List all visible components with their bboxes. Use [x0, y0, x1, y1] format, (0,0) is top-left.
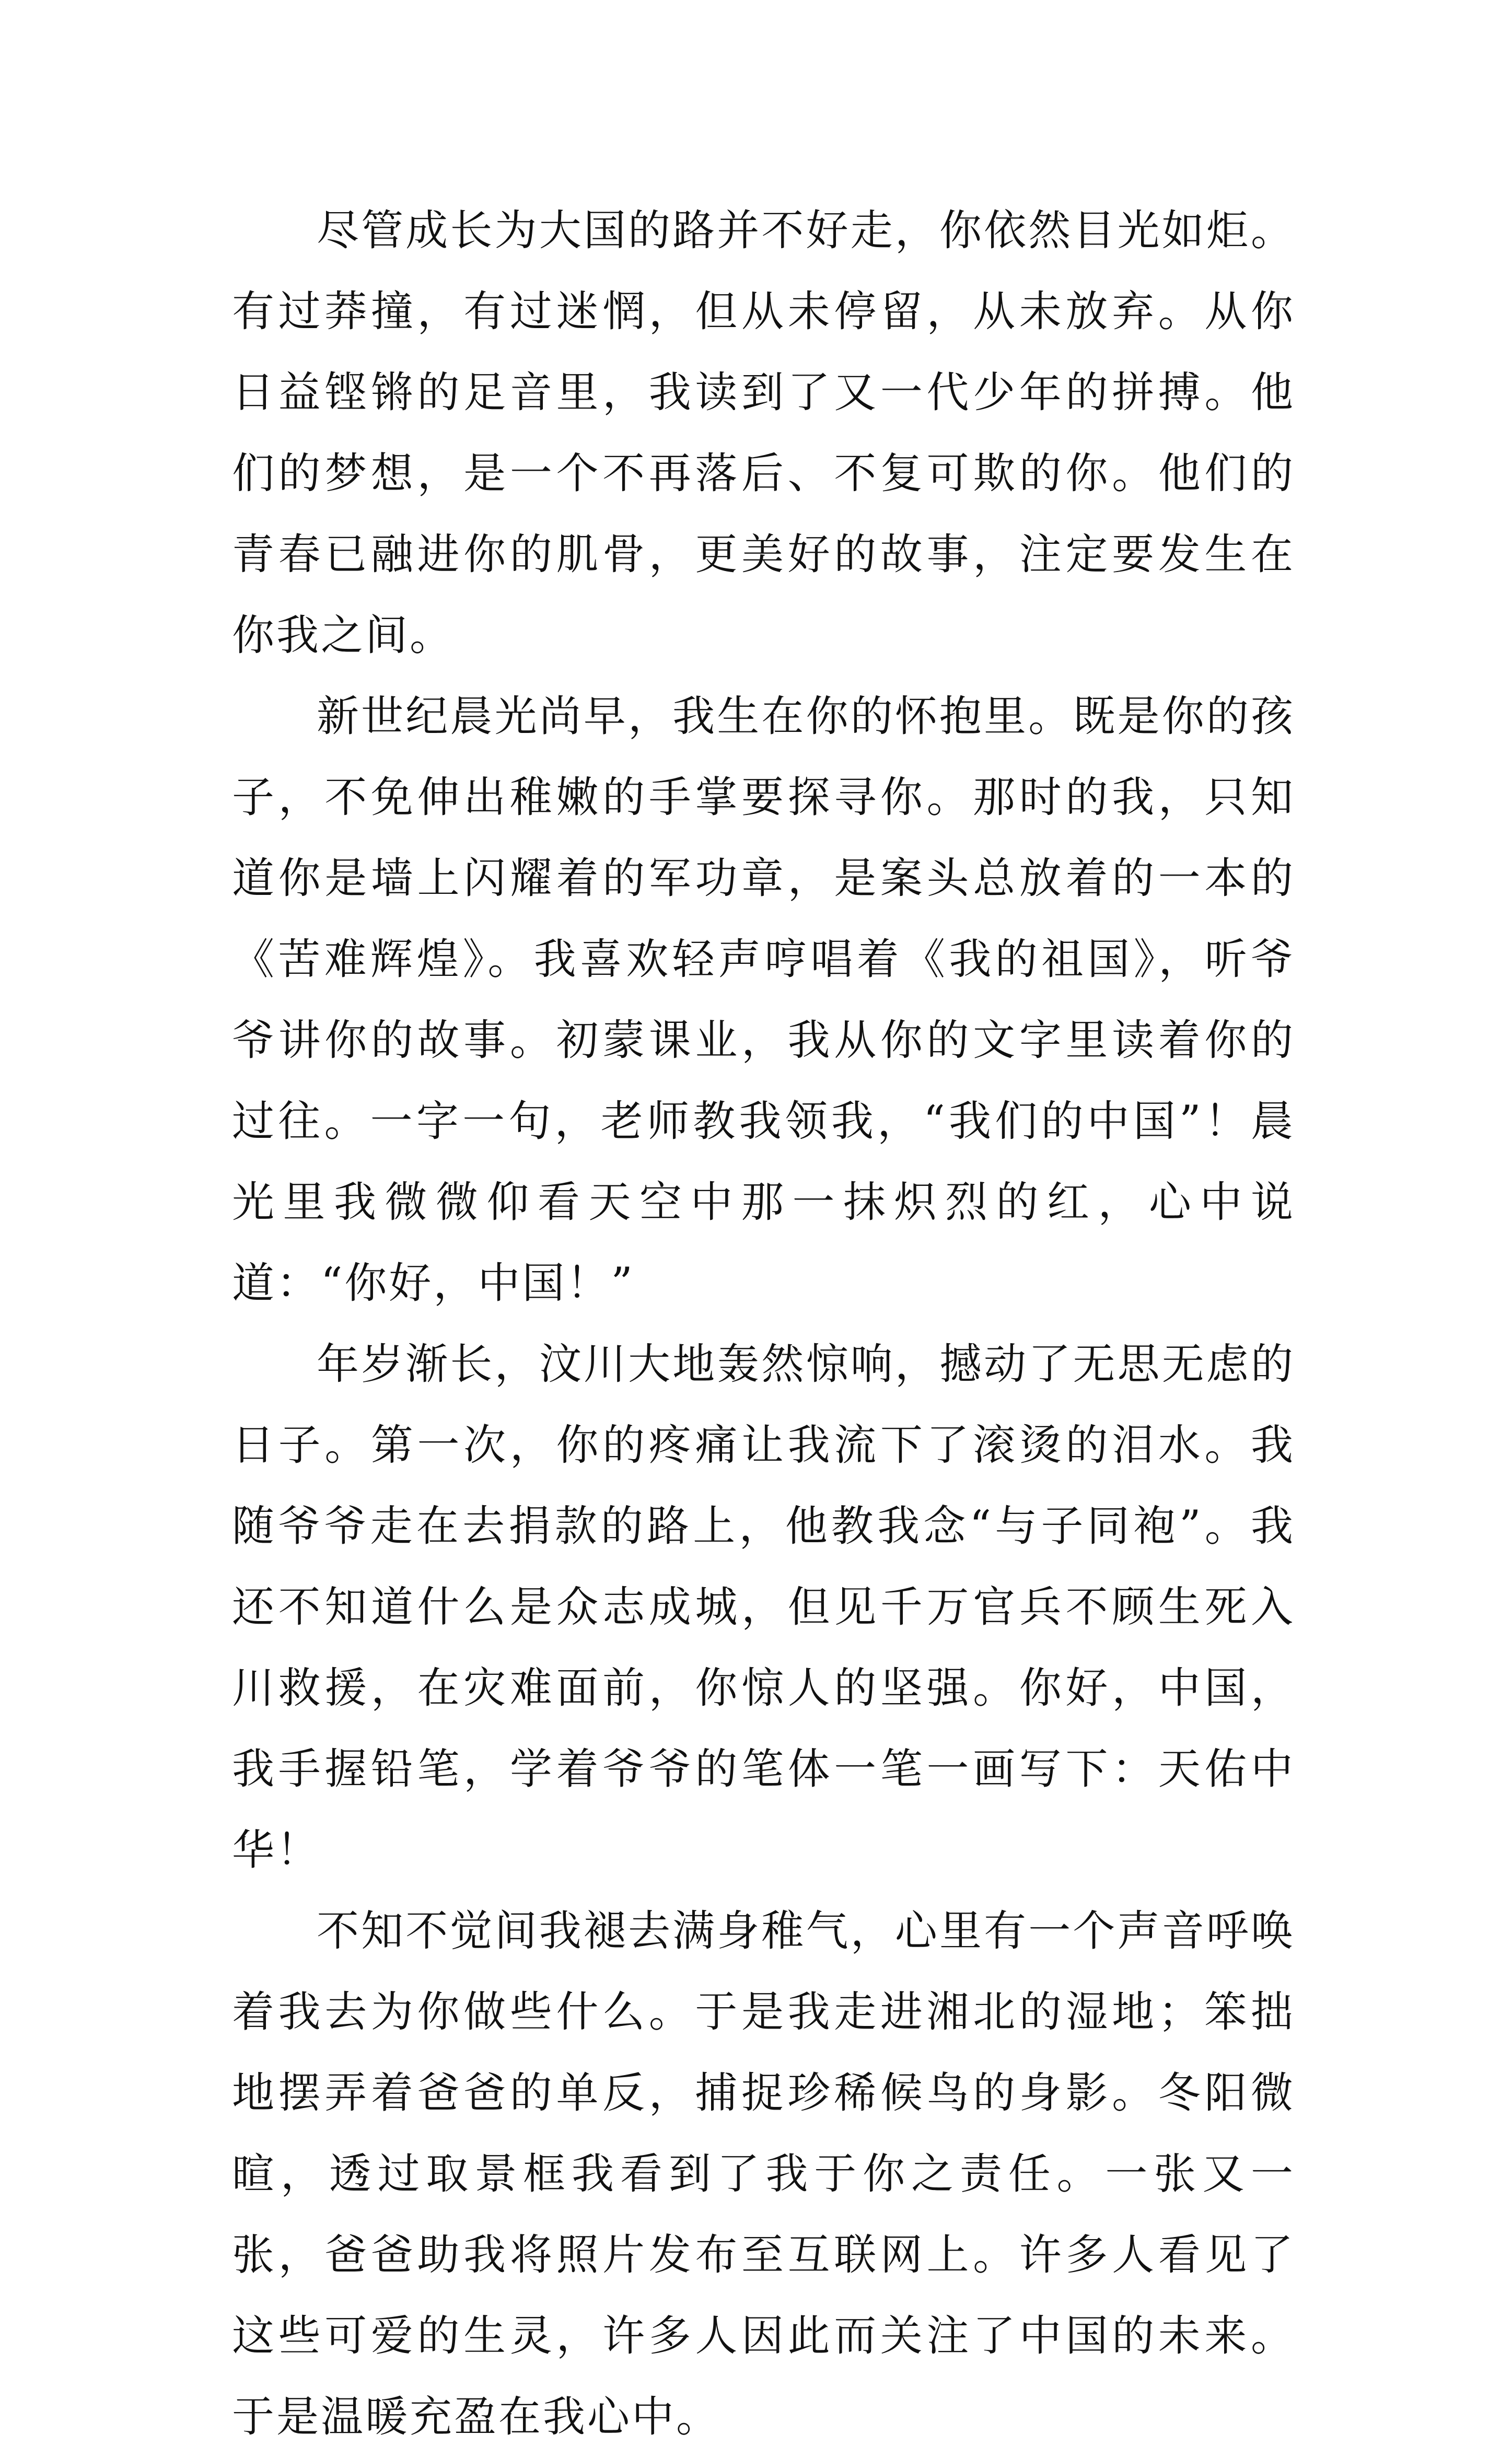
paragraph-1: 尽管成长为大国的路并不好走，你依然目光如炬。有过莽撞，有过迷惘，但从未停留，从未放弃。从你日益铿锵的足音里，我读到了又一代少年的拼搏。他们的梦想，是一个不再落后、不复可欺的你。他们的青春已融进你的肌骨，更美好的故事，注定要发生在你我之间。 [232, 206, 1295, 660]
paragraph-2: 新世纪晨光尚早，我生在你的怀抱里。既是你的孩子，不免伸出稚嫩的手掌要探寻你。那时的我，只知道你是墙上闪耀着的军功章，是案头总放着的一本的《苦难辉煌》。我喜欢轻声哼唱着《我的祖国》，听爷爷讲你的故事。初蒙课业，我从你的文字里读着你的过往。一字一句，老师教我领我，“我们的中国”！晨光里我微微仰看天空中那一抹炽烈的红，心中说道：“你好，中国！” [232, 692, 1295, 1308]
paragraph-4: 不知不觉间我褪去满身稚气，心里有一个声音呼唤着我去为你做些什么。于是我走进湘北的湿地；笨拙地摆弄着爸爸的单反，捕捉珍稀候鸟的身影。冬阳微暄，透过取景框我看到了我于你之责任。一张又一张，爸爸助我将照片发布至互联网上。许多人看见了这些可爱的生灵，许多人因此而关注了中国的未来。于是温暖充盈在我心中。 [232, 1907, 1295, 2442]
paragraph-3: 年岁渐长，汶川大地轰然惊响，撼动了无思无虑的日子。第一次，你的疼痛让我流下了滚烫的泪水。我随爷爷走在去捐款的路上，他教我念“与子同袍”。我还不知道什么是众志成城，但见千万官兵不顾生死入川救援，在灾难面前，你惊人的坚强。你好，中国，我手握铅笔，学着爷爷的笔体一笔一画写下：天佑中华！ [232, 1340, 1295, 1875]
essay-body [232, 191, 1295, 2458]
